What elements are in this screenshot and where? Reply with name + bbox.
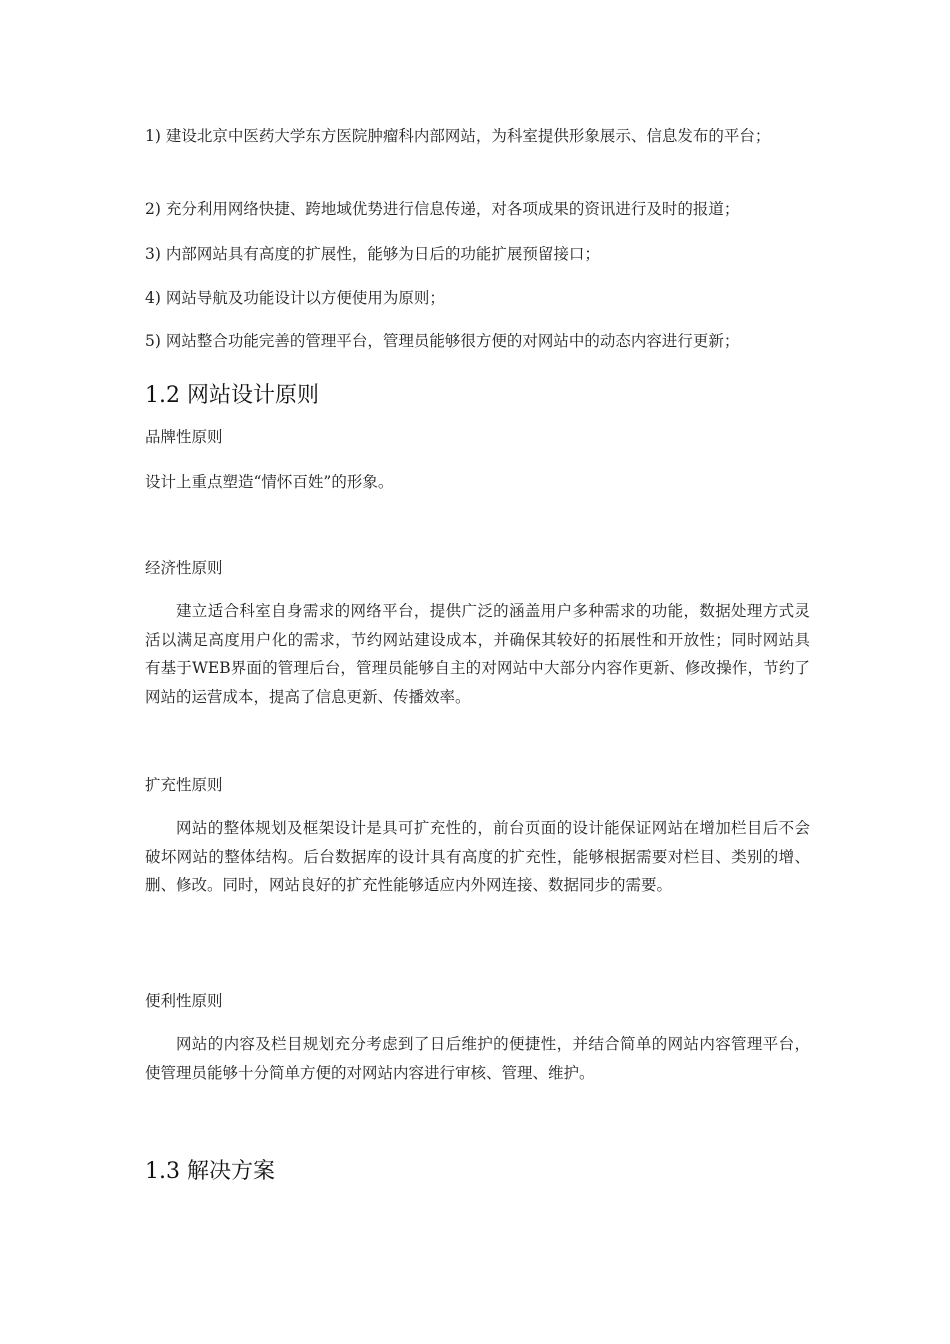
expand-principle-title: 扩充性原则	[145, 776, 223, 794]
brand-principle-title: 品牌性原则	[145, 428, 223, 446]
section-heading-1-2: 1.2 网站设计原则	[145, 383, 319, 408]
brand-principle-text: 设计上重点塑造“情怀百姓”的形象。	[145, 473, 394, 491]
economy-principle-title: 经济性原则	[145, 559, 223, 577]
expand-principle-text: 网站的整体规划及框架设计是具可扩充性的，前台页面的设计能保证网站在增加栏目后不会破坏网站的整体结构。后台数据库的设计具有高度的扩充性，能够根据需要对栏目、类别的增、删、修改。同时，网站良好的扩充性能够适应内外网连接、数据同步的需要。	[145, 819, 810, 894]
economy-principle-text: 建立适合科室自身需求的网络平台，提供广泛的涵盖用户多种需求的功能，数据处理方式灵活以满足高度用户化的需求，节约网站建设成本，并确保其较好的拓展性和开放性；同时网站具有基于WEB界面的管理后台，管理员能够自主的对网站中大部分内容作更新、修改操作，节约了网站的运营成本，提高了信息更新、传播效率。	[145, 602, 810, 706]
goal-item-5: 5) 网站整合功能完善的管理平台，管理员能够很方便的对网站中的动态内容进行更新；	[145, 332, 740, 350]
section-heading-1-3: 1.3 解决方案	[145, 1159, 275, 1184]
goal-item-2: 2) 充分利用网络快捷、跨地域优势进行信息传递，对各项成果的资讯进行及时的报道；	[145, 200, 740, 218]
convenience-principle-title: 便利性原则	[145, 992, 223, 1010]
goal-item-1: 1) 建设北京中医药大学东方医院肿瘤科内部网站，为科室提供形象展示、信息发布的平台；	[145, 127, 771, 145]
goal-item-4: 4) 网站导航及功能设计以方便使用为原则；	[145, 289, 445, 307]
goal-item-3: 3) 内部网站具有高度的扩展性，能够为日后的功能扩展预留接口；	[145, 245, 600, 263]
convenience-principle-text: 网站的内容及栏目规划充分考虑到了日后维护的便捷性，并结合简单的网站内容管理平台，使管理员能够十分简单方便的对网站内容进行审核、管理、维护。	[145, 1035, 810, 1082]
